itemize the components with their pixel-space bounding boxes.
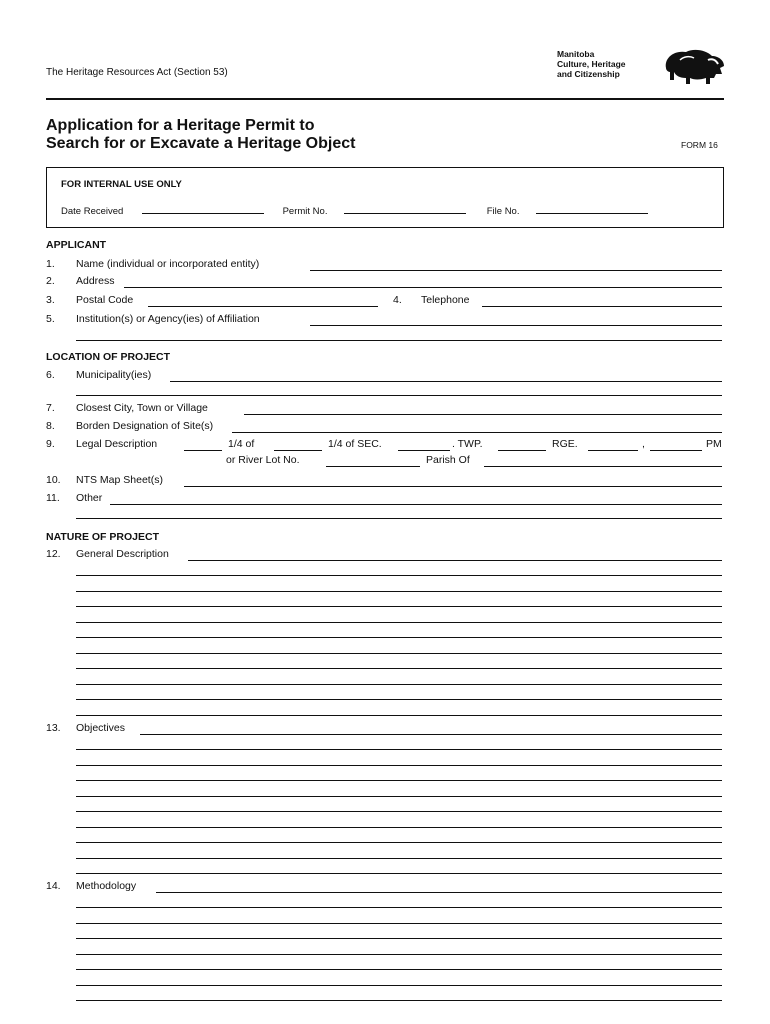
other-field-line-2[interactable]: [76, 518, 722, 519]
item-number: 5.: [46, 313, 55, 325]
methodology-label: Methodology: [76, 880, 137, 892]
department-line-3: and Citizenship: [557, 69, 620, 79]
permit-no-field[interactable]: [344, 203, 466, 214]
objectives-line[interactable]: [76, 765, 722, 766]
general-description-line[interactable]: [76, 622, 722, 623]
applicant-heading: APPLICANT: [46, 239, 107, 251]
location-heading: LOCATION OF PROJECT: [46, 351, 171, 363]
township-label: . TWP.: [452, 438, 483, 450]
objectives-line[interactable]: [76, 780, 722, 781]
methodology-line[interactable]: [76, 985, 722, 986]
general-description-line[interactable]: [76, 591, 722, 592]
municipality-field-line-2[interactable]: [76, 395, 722, 396]
other-label: Other: [76, 492, 103, 504]
affiliation-label: Institution(s) or Agency(ies) of Affiliation: [76, 313, 260, 325]
page-title: [46, 117, 355, 153]
file-no-label: File No.: [486, 206, 520, 217]
methodology-line[interactable]: [76, 954, 722, 955]
name-label: Name (individual or incorporated entity): [76, 258, 260, 270]
address-field[interactable]: [124, 287, 722, 288]
general-description-field[interactable]: [188, 560, 722, 561]
objectives-line[interactable]: [76, 873, 722, 874]
item-number: 6.: [46, 369, 55, 381]
municipality-label: Municipality(ies): [76, 369, 152, 381]
title-line-2: Search for or Excavate a Heritage Object: [46, 135, 356, 152]
file-no-field[interactable]: [536, 203, 648, 214]
borden-designation-label: Borden Designation of Site(s): [76, 420, 214, 432]
postal-code-field[interactable]: [148, 306, 378, 307]
methodology-line[interactable]: [76, 923, 722, 924]
township-field[interactable]: [498, 450, 546, 451]
methodology-line[interactable]: [76, 938, 722, 939]
general-description-line[interactable]: [76, 653, 722, 654]
item-number: 7.: [46, 402, 55, 414]
general-description-line[interactable]: [76, 668, 722, 669]
quarter-field-2[interactable]: [274, 450, 322, 451]
other-field[interactable]: [110, 504, 722, 505]
permit-no-label: Permit No.: [282, 206, 328, 217]
postal-code-label: Postal Code: [76, 294, 134, 306]
objectives-line[interactable]: [76, 858, 722, 859]
quarter-label-1: 1/4 of: [228, 438, 255, 450]
item-number: 1.: [46, 258, 55, 270]
general-description-label: General Description: [76, 548, 169, 560]
general-description-line[interactable]: [76, 606, 722, 607]
title-line-1: Application for a Heritage Permit to: [46, 117, 315, 134]
range-separator: ,: [642, 438, 645, 450]
general-description-line[interactable]: [76, 699, 722, 700]
item-number: 8.: [46, 420, 55, 432]
item-number: 4.: [393, 294, 402, 306]
nts-map-sheet-field[interactable]: [184, 486, 722, 487]
parish-field[interactable]: [484, 466, 722, 467]
river-lot-label: or River Lot No.: [226, 454, 300, 466]
section-label: 1/4 of SEC.: [328, 438, 382, 450]
act-reference: The Heritage Resources Act (Section 53): [46, 67, 228, 78]
item-number: 10.: [46, 474, 61, 486]
objectives-field[interactable]: [140, 734, 722, 735]
bison-logo-icon: [660, 46, 728, 90]
general-description-line[interactable]: [76, 684, 722, 685]
affiliation-field[interactable]: [310, 325, 722, 326]
item-number: 9.: [46, 438, 55, 450]
methodology-line[interactable]: [76, 1000, 722, 1001]
address-label: Address: [76, 275, 115, 287]
general-description-line[interactable]: [76, 637, 722, 638]
objectives-line[interactable]: [76, 842, 722, 843]
objectives-line[interactable]: [76, 827, 722, 828]
department-name: [557, 49, 626, 79]
methodology-line[interactable]: [76, 907, 722, 908]
internal-use-box: [46, 167, 724, 228]
item-number: 2.: [46, 275, 55, 287]
range-field[interactable]: [588, 450, 638, 451]
item-number: 12.: [46, 548, 61, 560]
item-number: 3.: [46, 294, 55, 306]
item-number: 11.: [46, 492, 60, 504]
department-line-2: Culture, Heritage: [557, 59, 626, 69]
objectives-line[interactable]: [76, 811, 722, 812]
general-description-line[interactable]: [76, 715, 722, 716]
river-lot-field[interactable]: [326, 466, 420, 467]
name-field[interactable]: [310, 270, 722, 271]
meridian-field[interactable]: [650, 450, 702, 451]
methodology-field[interactable]: [156, 892, 722, 893]
nature-heading: NATURE OF PROJECT: [46, 531, 159, 543]
date-received-label: Date Received: [61, 206, 124, 217]
item-number: 13.: [46, 722, 61, 734]
telephone-field[interactable]: [482, 306, 722, 307]
department-line-1: Manitoba: [557, 49, 595, 59]
objectives-line[interactable]: [76, 796, 722, 797]
date-received-field[interactable]: [142, 203, 264, 214]
telephone-label: Telephone: [421, 294, 470, 306]
municipality-field[interactable]: [170, 381, 722, 382]
parish-label: Parish Of: [426, 454, 470, 466]
objectives-line[interactable]: [76, 749, 722, 750]
quarter-field-1[interactable]: [184, 450, 222, 451]
nts-map-sheet-label: NTS Map Sheet(s): [76, 474, 163, 486]
closest-city-field[interactable]: [244, 414, 722, 415]
methodology-line[interactable]: [76, 969, 722, 970]
form-number: FORM 16: [681, 140, 718, 150]
meridian-label: PM: [706, 438, 722, 450]
section-field[interactable]: [398, 450, 450, 451]
range-label: RGE.: [552, 438, 578, 450]
affiliation-field-line-2[interactable]: [76, 340, 722, 341]
item-number: 14.: [46, 880, 61, 892]
closest-city-label: Closest City, Town or Village: [76, 402, 208, 414]
objectives-label: Objectives: [76, 722, 126, 734]
header-divider: [46, 98, 724, 100]
internal-use-heading: FOR INTERNAL USE ONLY: [61, 179, 182, 190]
borden-designation-field[interactable]: [232, 432, 722, 433]
general-description-line[interactable]: [76, 575, 722, 576]
legal-description-label: Legal Description: [76, 438, 158, 450]
internal-use-fields: [61, 203, 648, 217]
